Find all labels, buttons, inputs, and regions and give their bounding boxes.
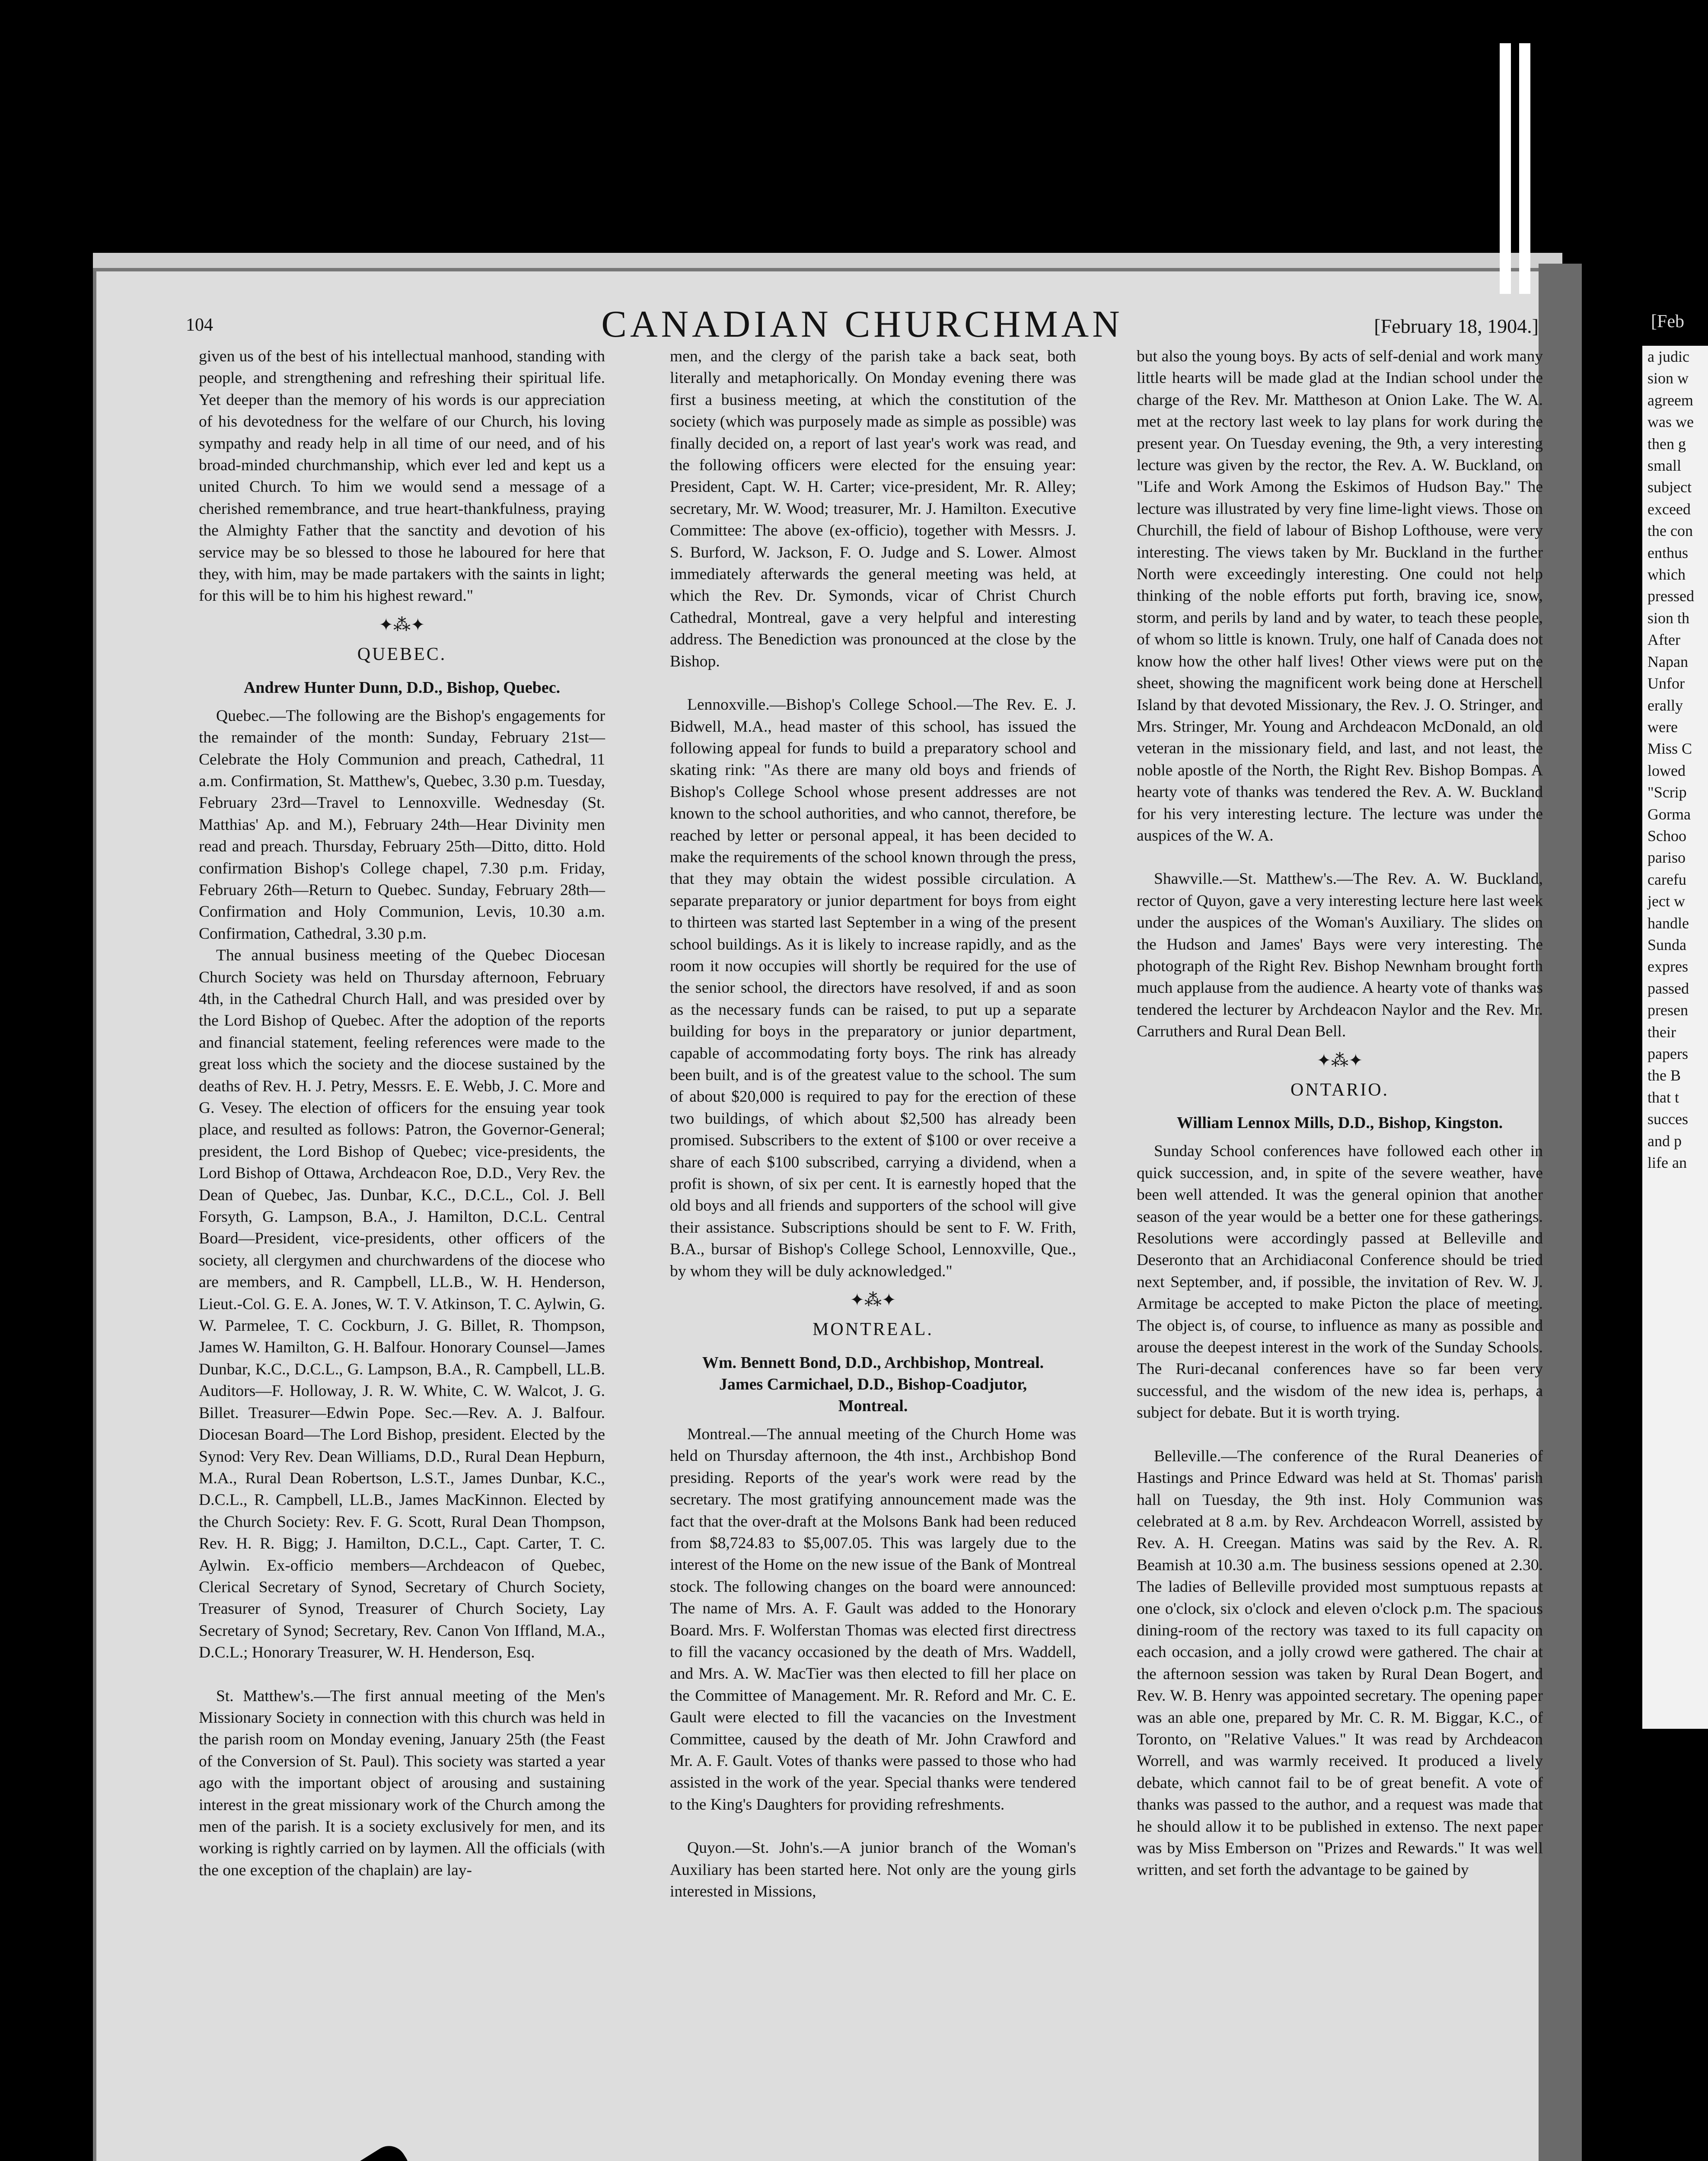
next-page-header: [Feb: [1651, 312, 1684, 331]
adjacent-page-line: their: [1647, 1023, 1676, 1041]
article-paragraph: Shawville.—St. Matthew's.—The Rev. A. W. Buckland, rector of Quyon, gave a very interesting lecture here last week under the auspices of the Woman's Auxiliary. The slides on the Hudson and James' Bays were very interesting. The photograph of the Right Rev. Bishop Newnham brought forth much applause from the audience. A hearty vote of thanks was tendered the lecturer by Archdeacon Naylor and the Rev. Mr. Carruthers and Rural Dean Bell.: [1137, 870, 1543, 1041]
masthead-title: CANADIAN CHURCHMAN: [601, 303, 1123, 345]
bishop-line-2: James Carmichael, D.D., Bishop-Coadjutor,: [719, 1375, 1027, 1393]
adjacent-page-line: carefu: [1647, 870, 1686, 888]
article-paragraph: Quebec.—The following are the Bishop's engagements for the remainder of the month: Sunday, February 21st—Celebrate the Holy Communion and preach, Cathedral, 11 a.m. Confirmation, St. Matthew's, Quebec, 3.30 p.m. Tuesday, February 23rd—Travel to Lennoxville. Wednesday (St. Matthias' Ap. and M.), February 24th—Hear Divinity men read and preach. Thursday, February 25th—Ditto, ditto. Hold confirmation Bishop's College chapel, 7.30 p.m. Friday, February 26th—Return to Quebec. Sunday, February 28th—Confirmation and Holy Communion, Levis, 10.30 a.m. Confirmation, Cathedral, 3.30 p.m.: [199, 707, 605, 943]
page-fold-shadow: [1539, 264, 1582, 2161]
adjacent-page-line: succes: [1647, 1110, 1688, 1128]
adjacent-page-line: erally: [1647, 696, 1683, 714]
adjacent-page-line: Schoo: [1647, 827, 1686, 845]
bishop-line: William Lennox Mills, D.D., Bishop, Kingston.: [1176, 1114, 1503, 1132]
column-2: [670, 346, 1076, 1903]
adjacent-page-line: papers: [1647, 1045, 1688, 1062]
adjacent-page-line: and p: [1647, 1132, 1682, 1150]
section-heading-montreal: MONTREAL.: [813, 1320, 934, 1340]
adjacent-page-line: pressed: [1647, 587, 1694, 605]
bishop-line: [670, 1352, 1076, 1417]
adjacent-page-line: Sunda: [1647, 936, 1686, 953]
adjacent-page-line: pariso: [1647, 849, 1686, 867]
adjacent-page-line: enthus: [1647, 544, 1688, 561]
adjacent-page-line: that t: [1647, 1088, 1679, 1106]
section-heading-ontario: ONTARIO.: [1290, 1080, 1389, 1100]
adjacent-page-line: small: [1647, 457, 1681, 475]
article-paragraph: given us of the best of his intellectual manhood, standing with people, and strengthening and refreshing their spiritual life. Yet deeper than the memory of his words is our appreciation of his devotedness for the welfare of our Church, his loving sympathy and ready help in all time of our need, and of his broad-minded churchmanship, which ever led and kept us a united Church. To him we would send a message of a cherished remembrance, and true heart-thankfulness, praying the Almighty Father that the sanctity and devotion of his service may be so blessed to those he laboured for here that they, with him, may be made partakers with the saints in light; for this will be to him his highest reward.": [199, 347, 605, 605]
adjacent-page-line: the con: [1647, 522, 1693, 540]
adjacent-page-line: then g: [1647, 435, 1686, 453]
adjacent-page-line: were: [1647, 718, 1678, 736]
article-paragraph: men, and the clergy of the parish take a back seat, both literally and metaphorically. On Monday evening there was first a business meeting, at which the constitution of the society (which was purposely made as simple as possible) was finally decided on, a report of last year's work was read, and the following officers were elected for the ensuing year: President, Capt. W. H. Carter; vice-president, Mr. R. Alley; secretary, Mr. W. Wood; treasurer, Mr. J. Hamilton. Executive Committee: The above (ex-officio), together with Messrs. J. S. Burford, W. Jackson, F. O. Judge and S. Lower. Almost immediately afterwards the general meeting was held, at which the Rev. Dr. Symonds, vicar of Christ Church Cathedral, Montreal, gave a very helpful and interesting address. The Benediction was pronounced at the close by the Bishop.: [670, 347, 1076, 670]
edge-bar: [1500, 43, 1511, 294]
bishop-line-3: Montreal.: [838, 1396, 908, 1415]
issue-date: [February 18, 1904.]: [1374, 315, 1539, 337]
adjacent-page-line: sion w: [1647, 370, 1689, 387]
adjacent-page-line: Miss C: [1647, 740, 1692, 758]
adjacent-page-line: a judic: [1647, 348, 1689, 365]
adjacent-page-line: Unfor: [1647, 675, 1685, 692]
article-paragraph: Belleville.—The conference of the Rural Deaneries of Hastings and Prince Edward was held at St. Thomas' parish hall on Tuesday, the 9th inst. Holy Communion was celebrated at 8 a.m. by Rev. Archdeacon Worrell, assisted by Rev. A. H. Creegan. Matins was said by the Rev. A. R. Beamish at 10.30 a.m. The business sessions opened at 2.30. The ladies of Belleville provided most sumptuous repasts at one o'clock, six o'clock and eleven o'clock p.m. The spacious dining-room of the rectory was taxed to its full capacity on each occasion, and a jolly crowd were gathered. The chair at the afternoon session was taken by Rural Dean Bogert, and Rev. W. B. Henry was appointed secretary. The opening paper was an able one, prepared by Mr. C. R. M. Biggar, K.C., of Toronto, on "Relative Values." It was read by Archdeacon Worrell, and was warmly received. It produced a lively debate, which cannot fail to be of great benefit. A vote of thanks was passed to the author, and a request was made that he should allow it to be published in extenso. The next paper was by Miss Emberson on "Prizes and Rewards." It was well written, and set forth the advantage to be gained by: [1137, 1447, 1543, 1879]
adjacent-page-line: presen: [1647, 1001, 1688, 1019]
article-paragraph: The annual business meeting of the Quebec Diocesan Church Society was held on Thursday afternoon, February 4th, in the Cathedral Church Hall, and was presided over by the Lord Bishop of Quebec. After the adoption of the reports and financial statement, feeling references were made to the great loss which the society and the diocese sustained by the deaths of Rev. H. J. Petry, Messrs. E. E. Webb, J. C. More and G. Vesey. The election of officers for the ensuing year took place, and resulted as follows: Patron, the Governor-General; president, the Lord Bishop of Quebec; vice-presidents, the Lord Bishop of Ottawa, Archdeacon Roe, D.D., Very Rev. the Dean of Quebec, Jas. Dunbar, K.C., D.C.L., Col. J. Bell Forsyth, G. Lampson, B.A., J. Hamilton, D.C.L. Central Board—President, vice-presidents, other officers of the society, all clergymen and churchwardens of the diocese who are members, and R. Campbell, LL.B., W. H. Henderson, Lieut.-Col. G. E. A. Jones, W. T. V. Atkinson, T. C. Aylwin, G. W. Parmelee, T. C. Cockburn, J. G. Billet, R. Thompson, James W. Hamilton, G. H. Balfour. Honorary Counsel—James Dunbar, K.C., D.C.L., G. Lampson, B.A., R. Campbell, LL.B. Auditors—F. Holloway, J. R. W. White, C. W. Walcot, J. G. Billet. Treasurer—Edwin Pope. Sec.—Rev. A. J. Balfour. Diocesan Board—The Lord Bishop, president. Elected by the Synod: Very Rev. Dean Williams, D.D., Rural Dean Hepburn, M.A., Rural Dean Robertson, L.S.T., James Dunbar, K.C., D.C.L., R. Campbell, LL.B., James MacKinnon. Elected by the Church Society: Rev. F. G. Scott, Rural Dean Thompson, Rev. H. R. Bigg; J. Hamilton, D.C.L., Capt. Carter, T. C. Aylwin. Ex-officio members—Archdeacon of Quebec, Clerical Secretary of Synod, Secretary of Church Society, Treasurer of Synod, Treasurer of Church Society, Lay Secretary of Synod; Secretary, Rev. Canon Von Iffland, M.A., D.C.L.; Honorary Treasurer, W. H. Henderson, Esq.: [199, 947, 605, 1662]
section-heading-quebec: QUEBEC.: [357, 644, 447, 665]
page-number: 104: [186, 315, 213, 335]
adjacent-page-line: "Scrip: [1647, 784, 1687, 801]
bishop-line-1: Wm. Bennett Bond, D.D., Archbishop, Montreal.: [702, 1353, 1044, 1372]
column-3: [1137, 346, 1543, 1881]
section-ornament: ✦⁂✦: [379, 615, 425, 634]
bishop-line: Andrew Hunter Dunn, D.D., Bishop, Quebec.: [243, 678, 561, 697]
adjacent-page-line: which: [1647, 566, 1686, 583]
adjacent-page-line: agreem: [1647, 391, 1693, 409]
section-ornament: ✦⁂✦: [1316, 1050, 1363, 1070]
section-ornament: ✦⁂✦: [850, 1290, 896, 1310]
adjacent-page-line: handle: [1647, 914, 1689, 932]
adjacent-page-line: Gorma: [1647, 805, 1691, 823]
article-paragraph: St. Matthew's.—The first annual meeting of the Men's Missionary Society in connection with this church was held in the parish room on Monday evening, January 25th (the Feast of the Conversion of St. Paul). This society was started a year ago with the important object of arousing and sustaining interest in the great missionary work of the Church among the men of the parish. It is a society exclusively for men, and its working is rightly carried on by laymen. All the officials (with the one exception of the chaplain) are lay-: [199, 1687, 605, 1879]
adjacent-page-line: sion th: [1647, 609, 1690, 627]
adjacent-page-line: was we: [1647, 413, 1694, 431]
adjacent-page-line: the B: [1647, 1067, 1681, 1084]
adjacent-page-line: passed: [1647, 979, 1689, 997]
article-paragraph: Lennoxville.—Bishop's College School.—The Rev. E. J. Bidwell, M.A., head master of this school, has issued the following appeal for funds to build a preparatory school and skating rink: "As there are many old boys and friends of Bishop's College School whose present addresses are not known to the school authorities, and who cannot, therefore, be reached by letter or personal appeal, it has been decided to make the requirements of the school known through the press, that they may obtain the widest possible circulation. A separate preparatory or junior department for boys from eight to thirteen was started last September in a wing of the present school buildings. As it is likely to increase rapidly, and as the room it now occupies will shortly be required for the use of the senior school, the directors have resolved, if and as soon as the necessary funds can be raised, to put up a separate building for boys in the preparatory or junior department, capable of accommodating forty boys. The rink has already been built, and is of the greatest value to the school. The sum of about $20,000 is required to pay for the erection of these two buildings, of which about $2,500 has already been promised. Subscribers to the extent of $100 or over receive a share of each $100 subscribed, carrying a dividend, when a profit is shown, of six per cent. It is earnestly hoped that the old boys and all friends and supporters of the school will give their assistance. Subscriptions should be sent to F. W. Frith, B.A., bursar of Bishop's College School, Lennoxville, Que., by whom they will be duly acknowledged.": [670, 696, 1076, 1280]
adjacent-page-line: Napan: [1647, 653, 1688, 670]
adjacent-page-line: exceed: [1647, 500, 1691, 518]
article-paragraph: Montreal.—The annual meeting of the Church Home was held on Thursday afternoon, the 4th inst., Archbishop Bond presiding. Reports of the year's work were read by the secretary. The most gratifying announcement made was the fact that the over-draft at the Molsons Bank had been reduced from $8,724.83 to $5,007.05. This was largely due to the interest of the Home on the new issue of the Bank of Montreal stock. The following changes on the board were announced: The name of Mrs. A. F. Gault was added to the Honorary Board. Mrs. F. Wolferstan Thomas was elected first directress to fill the vacancy occasioned by the death of Mrs. Waddell, and Mrs. A. W. MacTier was then elected to fill her place on the Committee of Management. Mr. R. Reford and Mr. C. E. Gault were elected to fill the vacancies on the Investment Committee, caused by the death of Mr. John Crawford and Mr. A. F. Gault. Votes of thanks were passed to those who had assisted in the work of the year. Special thanks were tendered to the King's Daughters for providing refreshments.: [670, 1425, 1076, 1814]
column-1: [199, 346, 605, 1881]
adjacent-page-line: subject: [1647, 478, 1692, 496]
article-paragraph: but also the young boys. By acts of self-denial and work many little hearts will be made glad at the Indian school under the charge of the Rev. Mr. Mattheson at Onion Lake. The W. A. met at the rectory last week to lay plans for work during the present year. On Tuesday evening, the 9th, a very interesting lecture was given by the rector, the Rev. A. W. Buckland, on "Life and Work Among the Eskimos of Hudson Bay." The lecture was illustrated by very fine lime-light views. Those on Churchill, the field of labour of Bishop Lofthouse, were very interesting. The views taken by Mr. Buckland in the further North were exceedingly interesting. One could not help thinking of the noble efforts put forth, braving ice, snow, storm, and perils by land and by water, to teach these people, of whom so little is known. Truly, one half of Canada does not know how the other half lives! Other views were put on the sheet, showing the magnificent work being done at Herschell Island by that devoted Missionary, the Rev. J. O. Stringer, and Mrs. Stringer, Mr. Young and Archdeacon McDonald, an old veteran in the missionary field, and last, and not least, the noble apostle of the North, the Right Rev. Bishop Bompas. A hearty vote of thanks was tendered the Rev. A. W. Buckland for his very interesting lecture. The lecture was under the auspices of the W. A.: [1137, 347, 1543, 845]
adjacent-page-fragment: [1642, 346, 1708, 1729]
adjacent-page-line: lowed: [1647, 762, 1686, 779]
edge-bar: [1519, 43, 1530, 294]
article-paragraph: Quyon.—St. John's.—A junior branch of the Woman's Auxiliary has been started here. Not only are the young girls interested in Missions,: [670, 1839, 1076, 1900]
adjacent-page-line: expres: [1647, 958, 1688, 975]
article-paragraph: Sunday School conferences have followed each other in quick succession, and, in spite of the severe weather, have been well attended. It was the general opinion that another season of the year would be a better one for these gatherings. Resolutions were accordingly passed at Belleville and Deseronto that an Archidiaconal Conference should be tried next September, and, if possible, the invitation of Rev. W. J. Armitage be accepted to make Picton the place of meeting. The object is, of course, to influence as many as possible and arouse the deepest interest in the work of the Sunday Schools. The Ruri-decanal conferences have so far been very successful, and the wisdom of the new idea is, perhaps, a subject for debate. But it is worth trying.: [1137, 1142, 1543, 1422]
adjacent-page-line: ject w: [1647, 892, 1685, 910]
page-header: [186, 303, 1539, 350]
adjacent-page-line: After: [1647, 631, 1680, 649]
adjacent-page-line: life an: [1647, 1154, 1687, 1172]
